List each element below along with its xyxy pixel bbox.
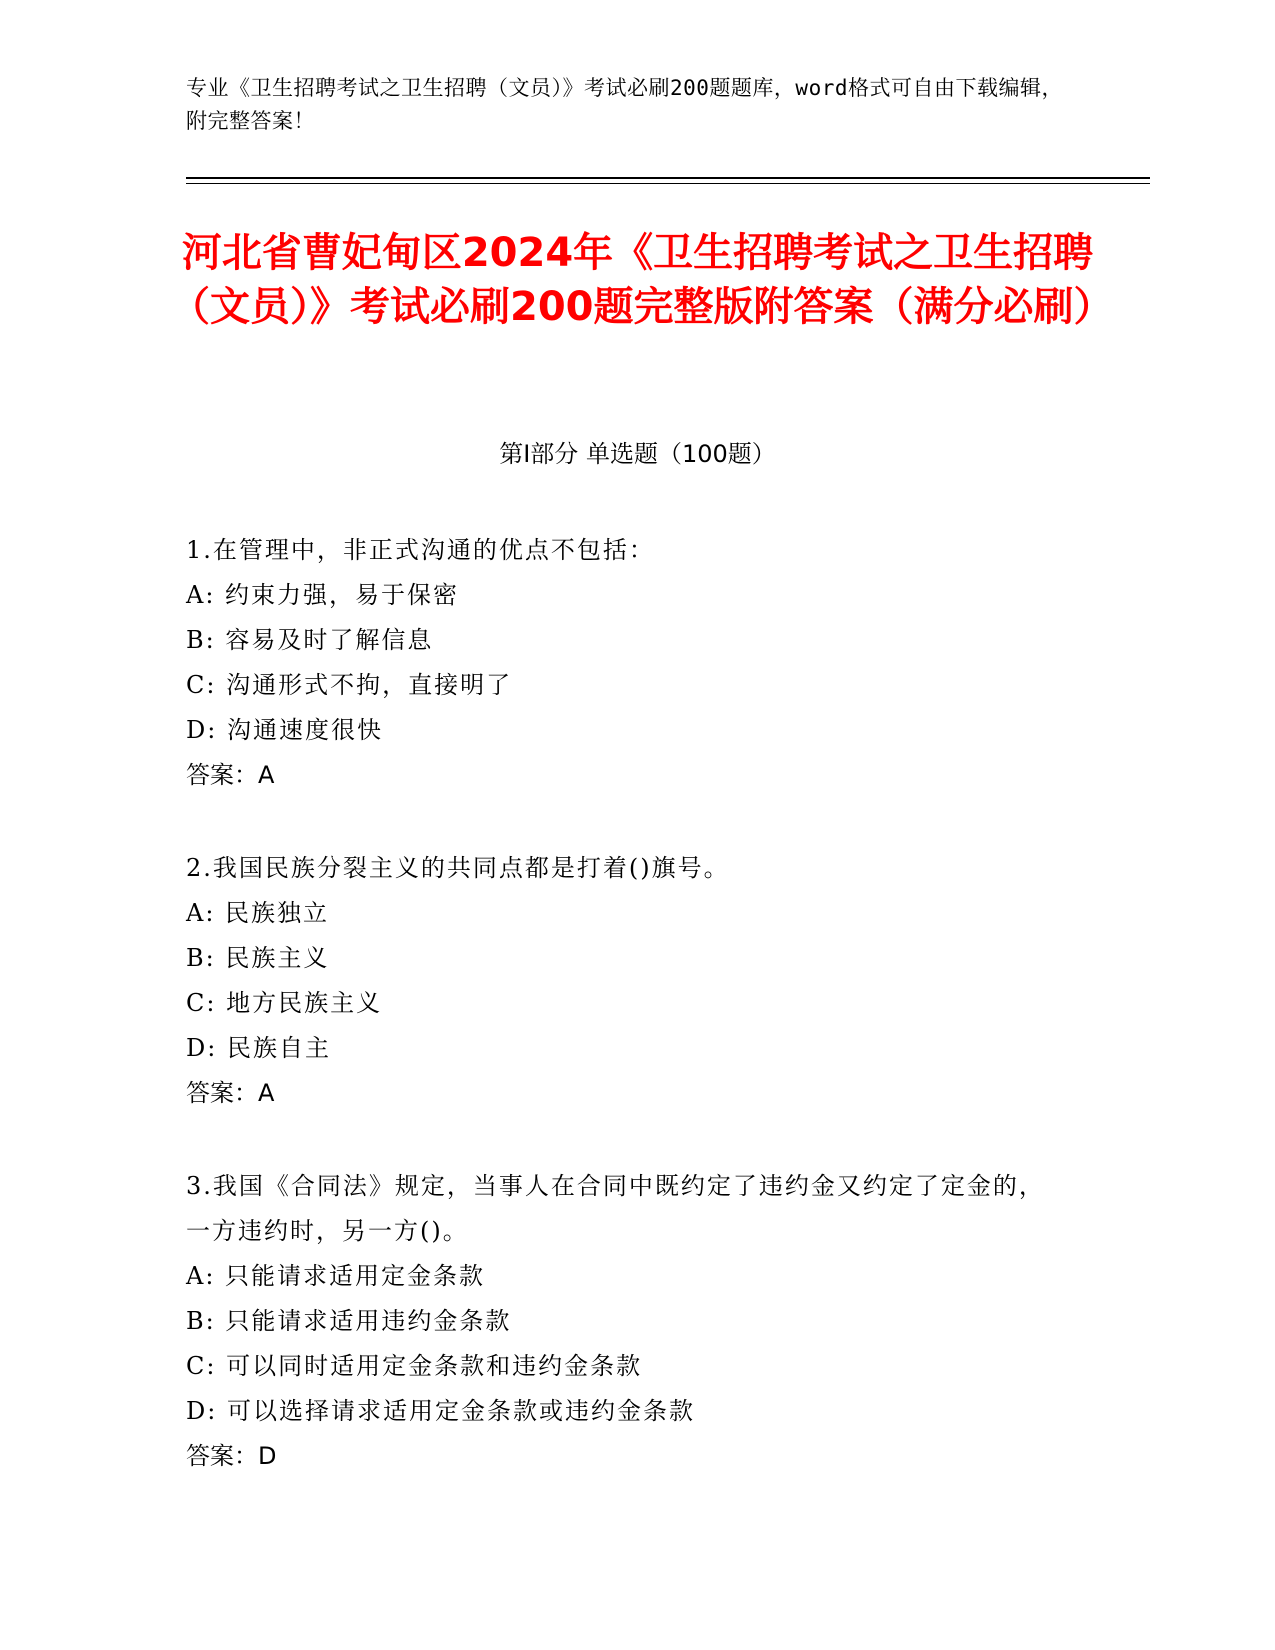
option-d: D: 沟通速度很快 [186,716,383,744]
question-list [186,528,1066,1479]
section-title: 第Ⅰ部分 单选题（100题） [499,440,776,468]
option-b: B: 容易及时了解信息 [186,626,434,654]
question-3 [186,1164,1066,1479]
answer: 答案：D [186,1442,277,1470]
document-title: 河北省曹妃甸区2024年《卫生招聘考试之卫生招聘（文员）》考试必刷200题完整版附答案（满分必刷） [170,230,1114,330]
option-c: C: 可以同时适用定金条款和违约金条款 [186,1352,643,1380]
option-d: D: 民族自主 [186,1034,331,1062]
question-stem: 2.我国民族分裂主义的共同点都是打着()旗号。 [186,854,730,882]
question-2 [186,846,1066,1116]
option-b: B: 民族主义 [186,944,330,972]
option-a: A: 只能请求适用定金条款 [186,1262,486,1290]
option-d: D: 可以选择请求适用定金条款或违约金条款 [186,1397,695,1425]
option-a: A: 约束力强，易于保密 [186,581,460,609]
answer: 答案：A [186,761,275,789]
header-note: 专业《卫生招聘考试之卫生招聘（文员）》考试必刷200题题库，word格式可自由下载编辑，附完整答案！ [186,76,1063,133]
option-c: C: 沟通形式不拘，直接明了 [186,671,513,699]
option-b: B: 只能请求适用违约金条款 [186,1307,512,1335]
question-spacer [186,798,1066,846]
header-rule-thick [186,177,1150,179]
answer: 答案：A [186,1079,275,1107]
header-rule-thin [186,183,1150,184]
question-stem: 1.在管理中，非正式沟通的优点不包括： [186,536,655,564]
question-1 [186,528,1066,798]
option-a: A: 民族独立 [186,899,330,927]
question-stem: 3.我国《合同法》规定，当事人在合同中既约定了违约金又约定了定金的，一方违约时，另一方()。 [186,1172,1045,1245]
option-c: C: 地方民族主义 [186,989,383,1017]
question-spacer [186,1116,1066,1164]
